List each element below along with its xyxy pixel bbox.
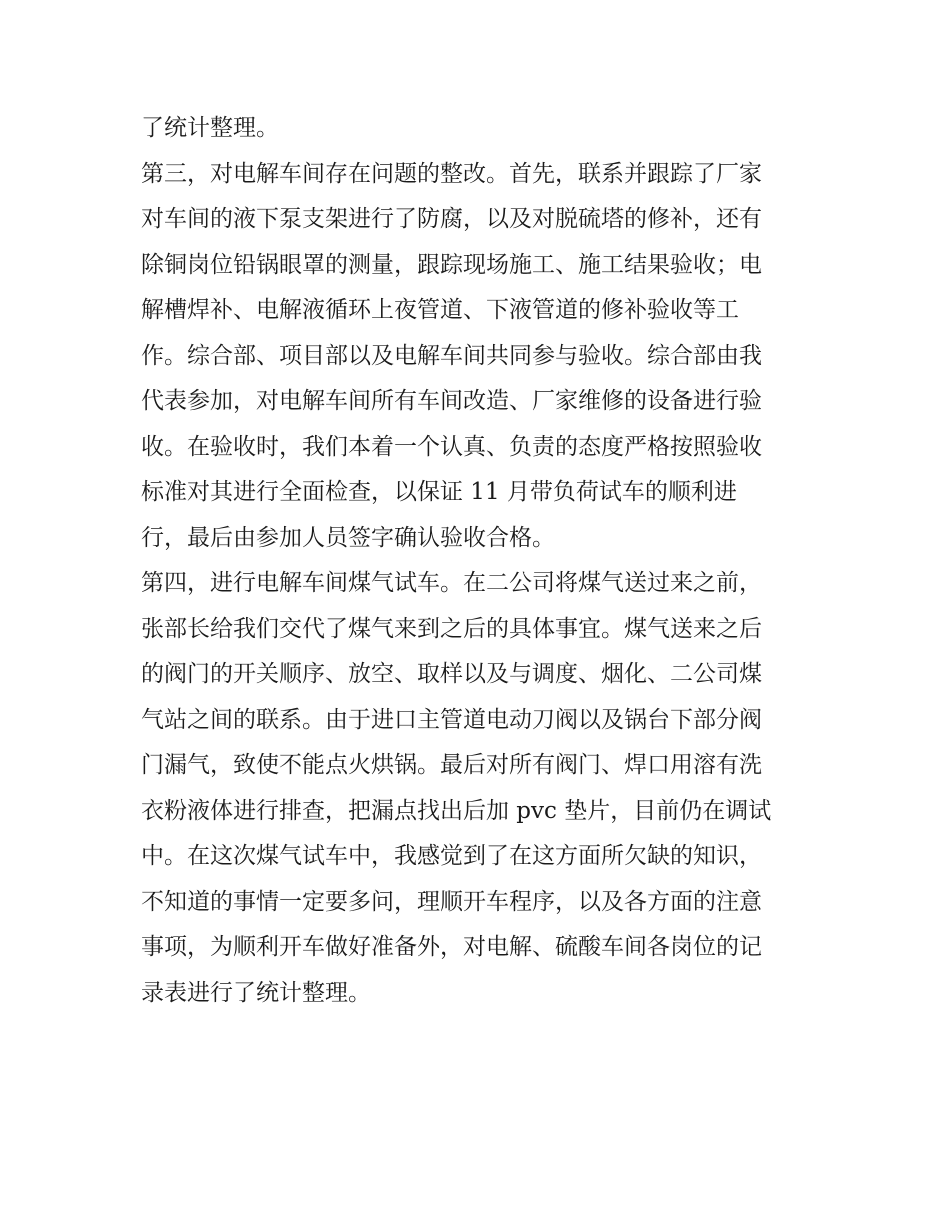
text-line: 气站之间的联系。由于进口主管道电动刀阀以及锅台下部分阀: [141, 706, 762, 733]
text-line: 第三，对电解车间存在问题的整改。首先，联系并跟踪了厂家: [141, 160, 762, 187]
text-line: 第四，进行电解车间煤气试车。在二公司将煤气送过来之前，: [141, 570, 762, 596]
text-line: 收。在验收时，我们本着一个认真、负责的态度严格按照验收: [141, 433, 762, 460]
text-line: 的阀门的开关顺序、放空、取样以及与调度、烟化、二公司煤: [141, 661, 762, 687]
text-line: 门漏气，致使不能点火烘锅。最后对所有阀门、焊口用溶有洗: [141, 752, 762, 778]
text-line: 代表参加，对电解车间所有车间改造、厂家维修的设备进行验: [141, 388, 762, 414]
text-line: 中。在这次煤气试车中，我感觉到了在这方面所欠缺的知识，: [141, 843, 762, 869]
text-line: 行，最后由参加人员签字确认验收合格。: [141, 524, 555, 551]
text-line: 事项，为顺利开车做好准备外，对电解、硫酸车间各岗位的记: [141, 934, 762, 960]
text-line: 张部长给我们交代了煤气来到之后的具体事宜。煤气送来之后: [141, 615, 762, 642]
text-line: 衣粉液体进行排查，把漏点找出后加 pvc 垫片，目前仍在调试: [141, 797, 772, 824]
text-line: 不知道的事情一定要多问，理顺开车程序，以及各方面的注意: [141, 888, 762, 915]
text-line: 了统计整理。: [141, 115, 279, 141]
text-line: 作。综合部、项目部以及电解车间共同参与验收。综合部由我: [141, 342, 762, 369]
text-line: 录表进行了统计整理。: [141, 979, 371, 1006]
text-line: 解槽焊补、电解液循环上夜管道、下液管道的修补验收等工: [141, 297, 739, 323]
text-line: 对车间的液下泵支架进行了防腐，以及对脱硫塔的修补，还有: [141, 206, 762, 232]
text-line: 标准对其进行全面检查，以保证 11 月带负荷试车的顺利进: [141, 479, 737, 505]
document-body: [141, 106, 821, 1016]
text-line: 除铜岗位铅锅眼罩的测量，跟踪现场施工、施工结果验收；电: [141, 251, 762, 278]
